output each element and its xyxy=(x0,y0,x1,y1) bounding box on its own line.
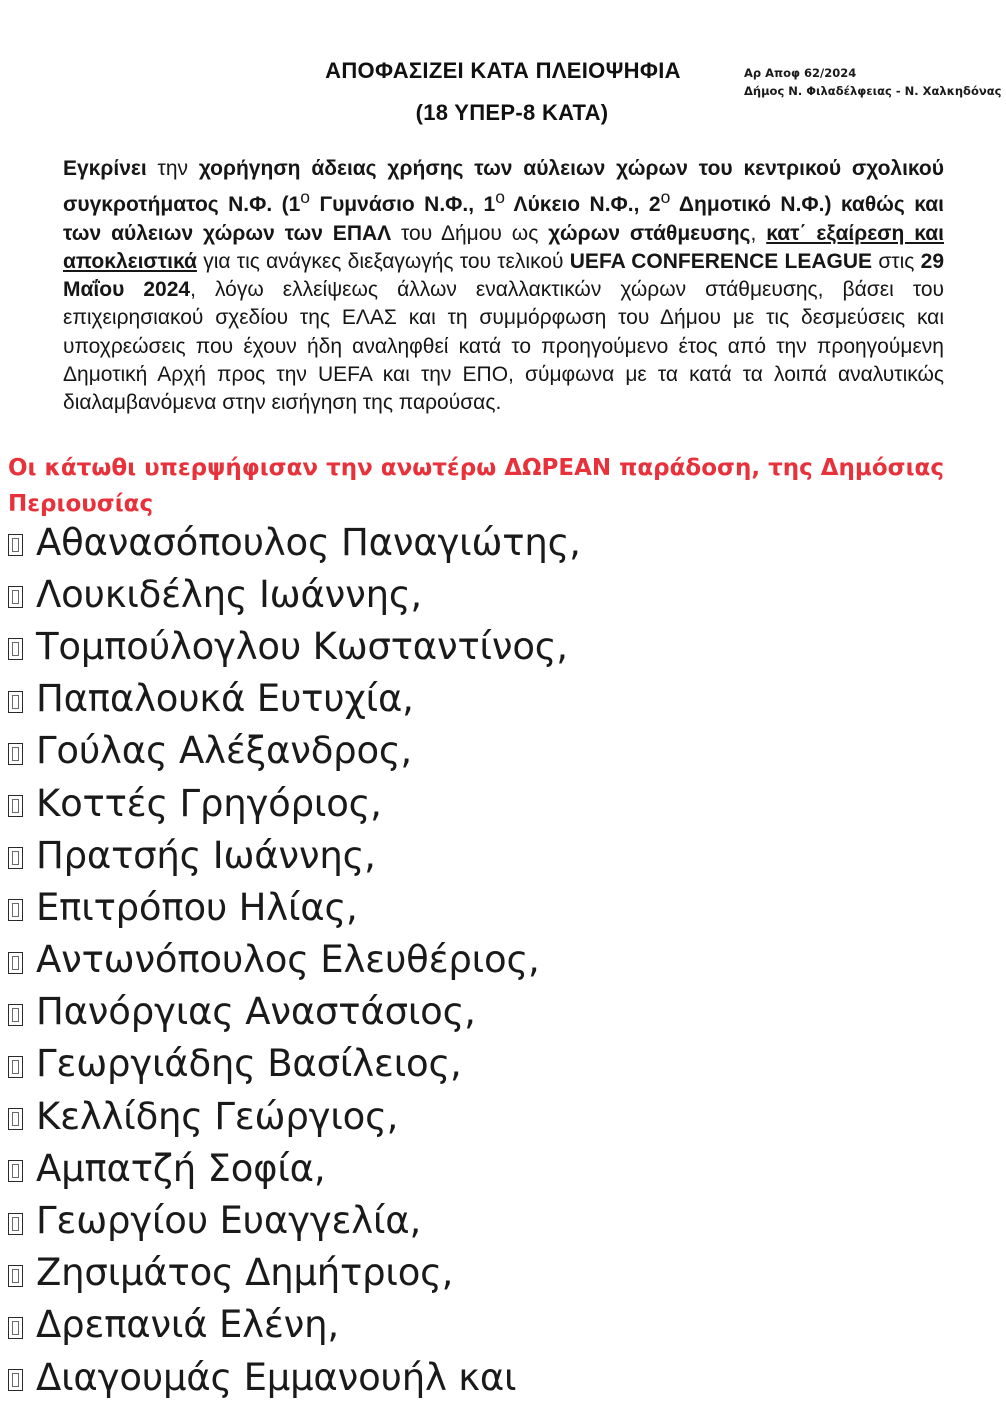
exception-phrase: κατ΄ εξαίρεση και αποκλειστικά xyxy=(63,221,945,273)
voter-name: Επιτρόπου Ηλίας, xyxy=(36,885,358,929)
voter-name: Λουκιδέλης Ιωάννης, xyxy=(36,572,422,616)
bullet-icon xyxy=(8,952,23,974)
voter-name: Γεωργιάδης Βασίλειος, xyxy=(36,1042,462,1086)
voters-list xyxy=(8,516,581,1403)
list-item xyxy=(8,1038,581,1090)
list-item xyxy=(8,620,581,672)
voter-name: Διαγουμάς Εμμανουήλ και xyxy=(36,1355,517,1399)
voter-name: Πρατσής Ιωάννης, xyxy=(36,833,376,877)
list-item xyxy=(8,986,581,1038)
bullet-icon xyxy=(8,534,23,556)
list-item xyxy=(8,516,581,568)
decision-text: Εγκρίνει την χορήγηση άδειας χρήσης των αύλειων χώρων του κεντρικού σχολικού συγκροτήματος Ν.Φ. ($1^o$ Γυμνάσιο Ν.Φ., $1^o$ Λύκειο Ν.Φ., $2^o$ Δημοτικό Ν.Φ.) καθώς και των αύλειων χώρων των ΕΠΑΛ του Δήμου ως χώρων στάθμευσης, κατ΄ εξαίρεση και αποκλειστικά για τις ανάγκες διεξαγωγής του τελικού UEFA CONFERENCE LEAGUE στις 29 Μαΐου 2024, λόγω ελλείψεως άλλων εναλλακτικών χώρων στάθμευσης, βάσει του επιχειρησιακού σχεδίου της ΕΛΑΣ και τη συμμόρφωση του Δήμου με τις δεσμεύσεις και υποχρεώσεις που έχουν ήδη αναληφθεί κατά το προηγούμενο έτος από την προηγούμενη Δημοτική Αρχή προς την UEFA και την ΕΠΟ, σύμφωνα με τα κατά τα λοιπά αναλυτικώς διαλαμβανόμενα στην εισήγηση της παρούσας. xyxy=(63,157,945,415)
bullet-icon xyxy=(8,1265,23,1287)
voter-name: Ζησιμάτος Δημήτριος, xyxy=(36,1251,454,1295)
list-item xyxy=(8,725,581,777)
bullet-icon xyxy=(8,1004,23,1026)
bullet-icon xyxy=(8,1160,23,1182)
event-date: 29 Μαΐου 2024 xyxy=(63,249,945,302)
list-item xyxy=(8,568,581,620)
voters-note: Οι κάτωθι υπερψήφισαν την ανωτέρω ΔΩΡΕΑΝ παράδοση, της Δημόσιας Περιουσίας xyxy=(8,455,944,517)
bullet-icon xyxy=(8,847,23,869)
list-item xyxy=(8,1351,581,1403)
municipality-name: Δήμος Ν. Φιλαδέλφειας - Ν. Χαλκηδόνας xyxy=(744,84,1002,98)
voter-name: Γεωργίου Ευαγγελία, xyxy=(36,1199,422,1243)
bullet-icon xyxy=(8,586,23,608)
list-item xyxy=(8,1194,581,1246)
voter-name: Κοττές Γρηγόριος, xyxy=(36,781,382,825)
bullet-icon xyxy=(8,743,23,765)
voter-name: Αθανασόπουλος Παναγιώτης, xyxy=(36,520,581,564)
voter-name: Τομπούλογλου Κωσταντίνος, xyxy=(36,624,568,668)
bullet-icon xyxy=(8,1369,23,1391)
event-name: UEFA CONFERENCE LEAGUE xyxy=(569,249,873,273)
voter-name: Γούλας Αλέξανδρος, xyxy=(36,729,412,773)
bullet-icon xyxy=(8,638,23,660)
list-item xyxy=(8,777,581,829)
list-item xyxy=(8,1090,581,1142)
voter-name: Αντωνόπουλος Ελευθέριος, xyxy=(36,938,540,982)
bullet-icon xyxy=(8,1108,23,1130)
decision-verb: Εγκρίνει xyxy=(63,157,147,180)
list-item xyxy=(8,1299,581,1351)
list-item xyxy=(8,881,581,933)
voter-name: Δρεπανιά Ελένη, xyxy=(36,1303,339,1347)
bullet-icon xyxy=(8,899,23,921)
bullet-icon xyxy=(8,1056,23,1078)
bullet-icon xyxy=(8,691,23,713)
decision-title: ΑΠΟΦΑΣΙΖΕΙ ΚΑΤΑ ΠΛΕΙΟΨΗΦΙΑ xyxy=(325,58,681,83)
list-item xyxy=(8,1142,581,1194)
vote-count: (18 ΥΠΕΡ-8 ΚΑΤΑ) xyxy=(415,100,609,125)
voter-name: Κελλίδης Γεώργιος, xyxy=(36,1094,399,1138)
voter-name: Παπαλουκά Ευτυχία, xyxy=(36,677,414,721)
decision-number: Αρ Αποφ 62/2024 xyxy=(744,66,857,80)
bullet-icon xyxy=(8,795,23,817)
list-item xyxy=(8,934,581,986)
list-item xyxy=(8,673,581,725)
list-item xyxy=(8,829,581,881)
voter-name: Αμπατζή Σοφία, xyxy=(36,1146,326,1190)
bullet-icon xyxy=(8,1213,23,1235)
voter-name: Πανόργιας Αναστάσιος, xyxy=(36,990,476,1034)
list-item xyxy=(8,1247,581,1299)
bullet-icon xyxy=(8,1317,23,1339)
